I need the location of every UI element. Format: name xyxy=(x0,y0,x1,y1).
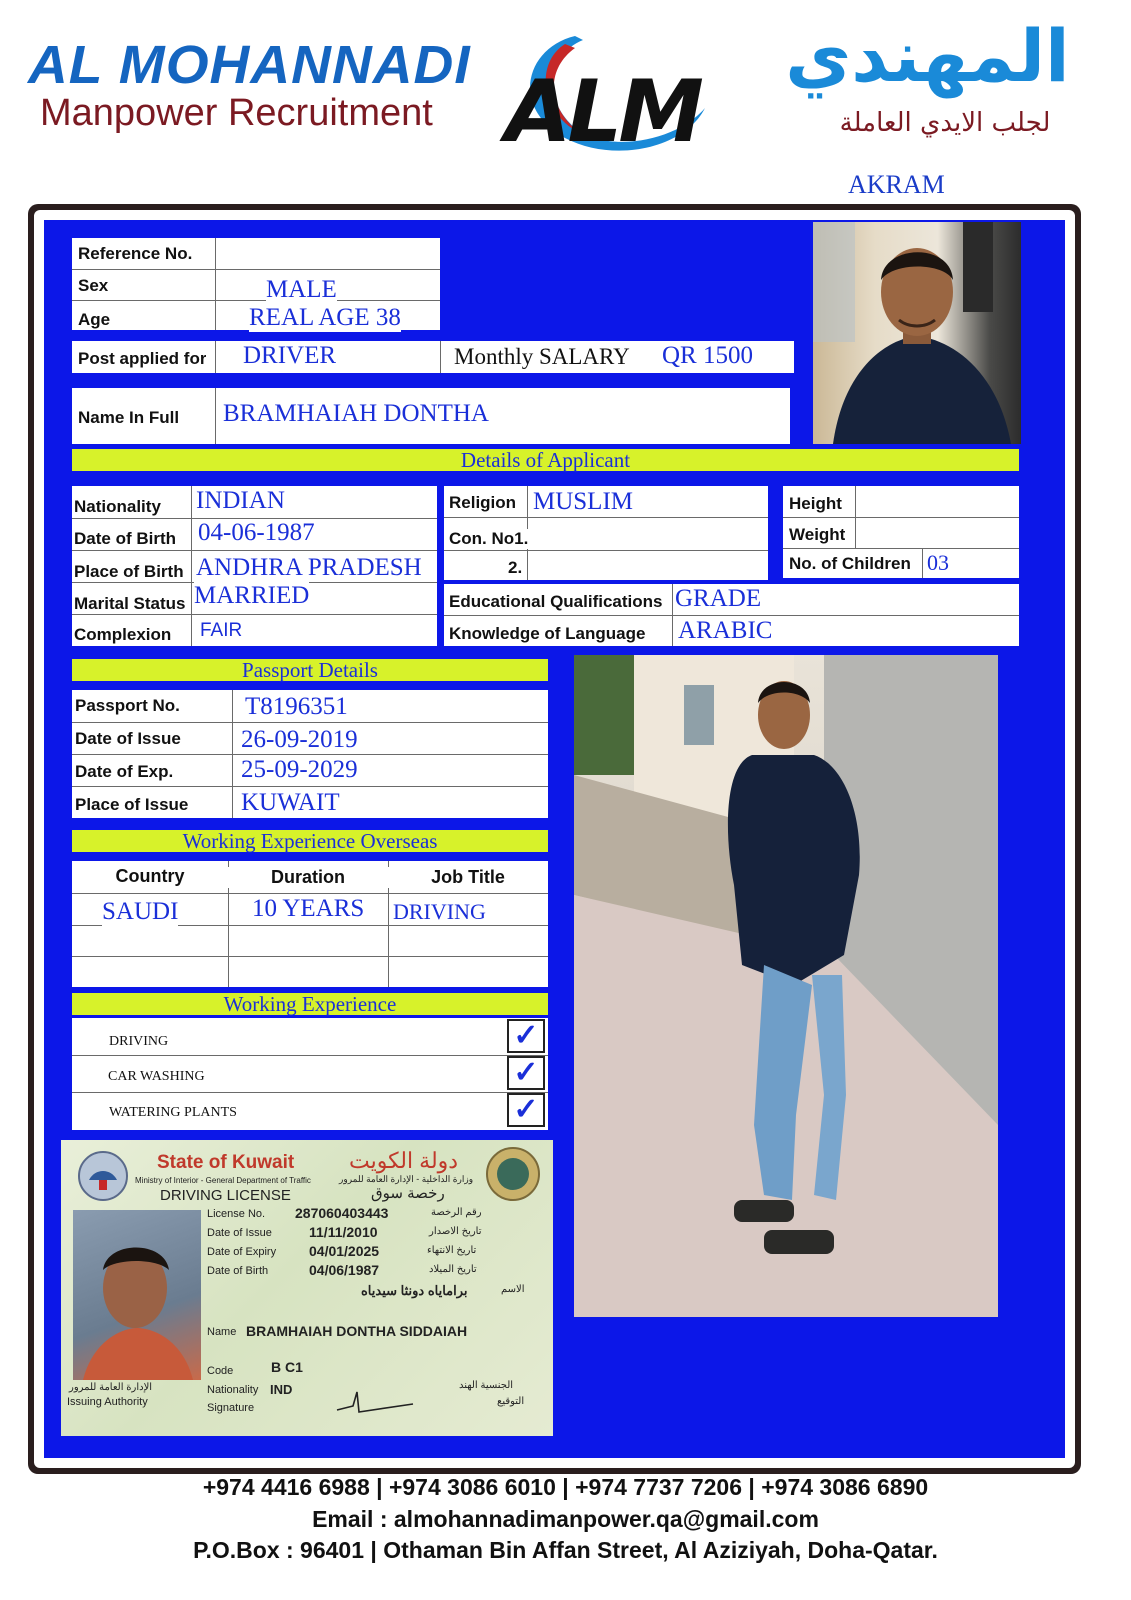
passport-exp-value: 25-09-2029 xyxy=(241,756,358,783)
complexion-label: Complexion xyxy=(74,625,172,644)
watering-plants-checkbox[interactable] xyxy=(507,1093,545,1127)
complexion-value: FAIR xyxy=(200,620,243,641)
physical-details-table xyxy=(783,486,1019,578)
applicant-full-body-photo xyxy=(574,655,998,1317)
salary-value: QR 1500 xyxy=(662,342,753,369)
license-name-arabic-value: براماياه دونثا سيدياه xyxy=(361,1283,468,1298)
check-icon: ✓ xyxy=(513,1056,539,1089)
license-authority-arabic: الإدارة العامة للمرور xyxy=(69,1382,153,1393)
post-value: DRIVER xyxy=(243,342,337,369)
experience-item-watering-plants: WATERING PLANTS xyxy=(109,1105,237,1120)
overseas-section-title: Working Experience Overseas xyxy=(72,830,548,852)
signature-scribble-icon xyxy=(333,1388,423,1418)
license-nationality-value: IND xyxy=(270,1382,293,1397)
check-icon: ✓ xyxy=(513,1093,539,1126)
children-value: 03 xyxy=(927,550,949,575)
license-nationality-arabic: الجنسية الهند xyxy=(459,1380,514,1391)
brand-name-arabic: المهندي xyxy=(785,14,1070,98)
license-state-english: State of Kuwait xyxy=(157,1152,295,1173)
license-state-arabic: دولة الكويت xyxy=(349,1148,459,1173)
passport-exp-label: Date of Exp. xyxy=(75,762,174,781)
driving-license-card xyxy=(61,1140,553,1436)
column-header-country: Country xyxy=(72,866,228,887)
age-value: REAL AGE 38 xyxy=(249,304,401,331)
overseas-job-value: DRIVING xyxy=(393,899,486,924)
pob-label: Place of Birth xyxy=(74,562,184,581)
check-icon: ✓ xyxy=(513,1019,539,1052)
license-name-label: Name xyxy=(207,1326,237,1338)
basic-info-table xyxy=(72,238,440,330)
religion-value: MUSLIM xyxy=(533,488,634,515)
age-label: Age xyxy=(78,310,111,329)
person-standing-icon xyxy=(574,655,998,1317)
column-header-duration: Duration xyxy=(228,867,388,888)
kuwait-emblem-icon xyxy=(77,1150,129,1202)
license-signature-arabic: التوقيع xyxy=(497,1396,525,1407)
applicant-portrait-photo xyxy=(813,222,1021,444)
height-label: Height xyxy=(789,494,842,513)
license-no-value: 287060403443 xyxy=(295,1205,389,1221)
passport-issue-value: 26-09-2019 xyxy=(241,726,358,753)
full-name-value: BRAMHAIAH DONTHA xyxy=(223,400,489,427)
full-name-label: Name In Full xyxy=(78,408,180,427)
license-name-value: BRAMHAIAH DONTHA SIDDAIAH xyxy=(246,1323,468,1339)
marital-value: MARRIED xyxy=(194,582,310,609)
agent-name: AKRAM xyxy=(848,170,945,199)
column-header-job-title: Job Title xyxy=(388,867,548,888)
experience-item-car-washing: CAR WASHING xyxy=(108,1069,205,1084)
car-washing-checkbox[interactable] xyxy=(507,1056,545,1090)
details-section-title: Details of Applicant xyxy=(72,449,1019,471)
salary-label: Monthly SALARY xyxy=(454,344,630,369)
nationality-value: INDIAN xyxy=(196,487,285,514)
license-code-value: B C1 xyxy=(271,1359,303,1375)
license-no-label: License No. xyxy=(207,1208,266,1220)
license-portrait-icon xyxy=(73,1210,201,1380)
footer-phones: +974 4416 6988 | +974 3086 6010 | +974 7737 7206 | +974 3086 6890 xyxy=(202,1474,929,1500)
overseas-duration-value: 10 YEARS xyxy=(252,895,365,922)
education-label: Educational Qualifications xyxy=(449,592,663,611)
license-birth-arabic: تاريخ الميلاد xyxy=(429,1264,477,1275)
religion-label: Religion xyxy=(449,493,517,512)
license-authority-english: Issuing Authority xyxy=(67,1396,148,1408)
footer-email: Email : almohannadimanpower.qa@gmail.com xyxy=(312,1506,819,1532)
experience-section-title: Working Experience xyxy=(72,993,548,1015)
license-code-label: Code xyxy=(207,1365,234,1377)
license-nationality-label: Nationality xyxy=(207,1384,259,1396)
post-label: Post applied for xyxy=(78,349,207,368)
dob-label: Date of Birth xyxy=(74,529,176,548)
passport-details-table xyxy=(72,690,548,818)
alm-logo xyxy=(505,18,730,178)
post-salary-row xyxy=(72,341,794,373)
passport-no-value: T8196351 xyxy=(245,693,348,720)
nationality-label: Nationality xyxy=(74,497,161,516)
passport-place-value: KUWAIT xyxy=(241,789,340,816)
license-ministry-arabic: وزارة الداخلية - الإدارة العامة للمرور xyxy=(339,1174,474,1184)
license-issue-label: Date of Issue xyxy=(207,1227,272,1239)
contact-1-label: Con. No1. xyxy=(449,529,529,548)
license-expiry-value: 04/01/2025 xyxy=(309,1243,380,1259)
contact-2-label: 2. xyxy=(508,558,523,577)
personal-details-table xyxy=(72,486,437,646)
license-ministry-english: Ministry of Interior - General Department of Traffic xyxy=(135,1176,311,1185)
license-birth-label: Date of Birth xyxy=(207,1265,269,1277)
passport-issue-label: Date of Issue xyxy=(75,729,181,748)
passport-place-label: Place of Issue xyxy=(75,795,189,814)
language-value: ARABIC xyxy=(678,617,773,644)
license-photo xyxy=(73,1210,201,1380)
sex-label: Sex xyxy=(78,276,109,295)
brand-name-english: AL MOHANNADI xyxy=(28,35,471,95)
weight-label: Weight xyxy=(789,525,846,544)
sex-value: MALE xyxy=(266,276,337,303)
education-language-table xyxy=(444,584,1019,646)
brand-tagline-english: Manpower Recruitment xyxy=(40,92,433,134)
reference-label: Reference No. xyxy=(78,244,193,263)
education-value: GRADE xyxy=(675,585,762,612)
license-issue-value: 11/11/2010 xyxy=(309,1224,378,1240)
pob-value: ANDHRA PRADESH xyxy=(196,554,437,582)
license-name-arabic-label: الاسم xyxy=(501,1284,525,1295)
license-expiry-label: Date of Expiry xyxy=(207,1246,277,1258)
gcc-emblem-icon xyxy=(485,1146,541,1202)
driving-checkbox[interactable] xyxy=(507,1019,545,1053)
license-doc-english: DRIVING LICENSE xyxy=(160,1187,291,1204)
children-label: No. of Children xyxy=(789,554,911,573)
overseas-country-value: SAUDI xyxy=(102,898,179,925)
brand-tagline-arabic: لجلب الايدي العاملة xyxy=(839,108,1051,138)
language-label: Knowledge of Language xyxy=(449,624,646,643)
overseas-experience-table xyxy=(72,861,548,987)
experience-checklist xyxy=(72,1018,548,1130)
license-signature-label: Signature xyxy=(207,1402,255,1414)
full-name-row xyxy=(72,388,790,444)
license-birth-value: 04/06/1987 xyxy=(309,1262,380,1278)
license-expiry-arabic: تاريخ الانتهاء xyxy=(427,1245,477,1256)
experience-item-driving: DRIVING xyxy=(109,1034,169,1049)
religion-contact-table xyxy=(444,486,768,580)
person-portrait-icon xyxy=(813,222,1021,444)
marital-label: Marital Status xyxy=(74,594,186,613)
license-doc-arabic: رخصة سوق xyxy=(371,1185,445,1202)
license-issue-arabic: تاريخ الاصدار xyxy=(429,1226,482,1237)
logo-text: ALM xyxy=(505,62,700,162)
dob-value: 04-06-1987 xyxy=(198,519,315,546)
passport-no-label: Passport No. xyxy=(75,696,180,715)
footer-address: P.O.Box : 96401 | Othaman Bin Affan Street, Al Aziziyah, Doha-Qatar. xyxy=(193,1537,938,1563)
passport-section-title: Passport Details xyxy=(72,659,548,681)
license-no-arabic: رقم الرخصة xyxy=(431,1207,482,1218)
